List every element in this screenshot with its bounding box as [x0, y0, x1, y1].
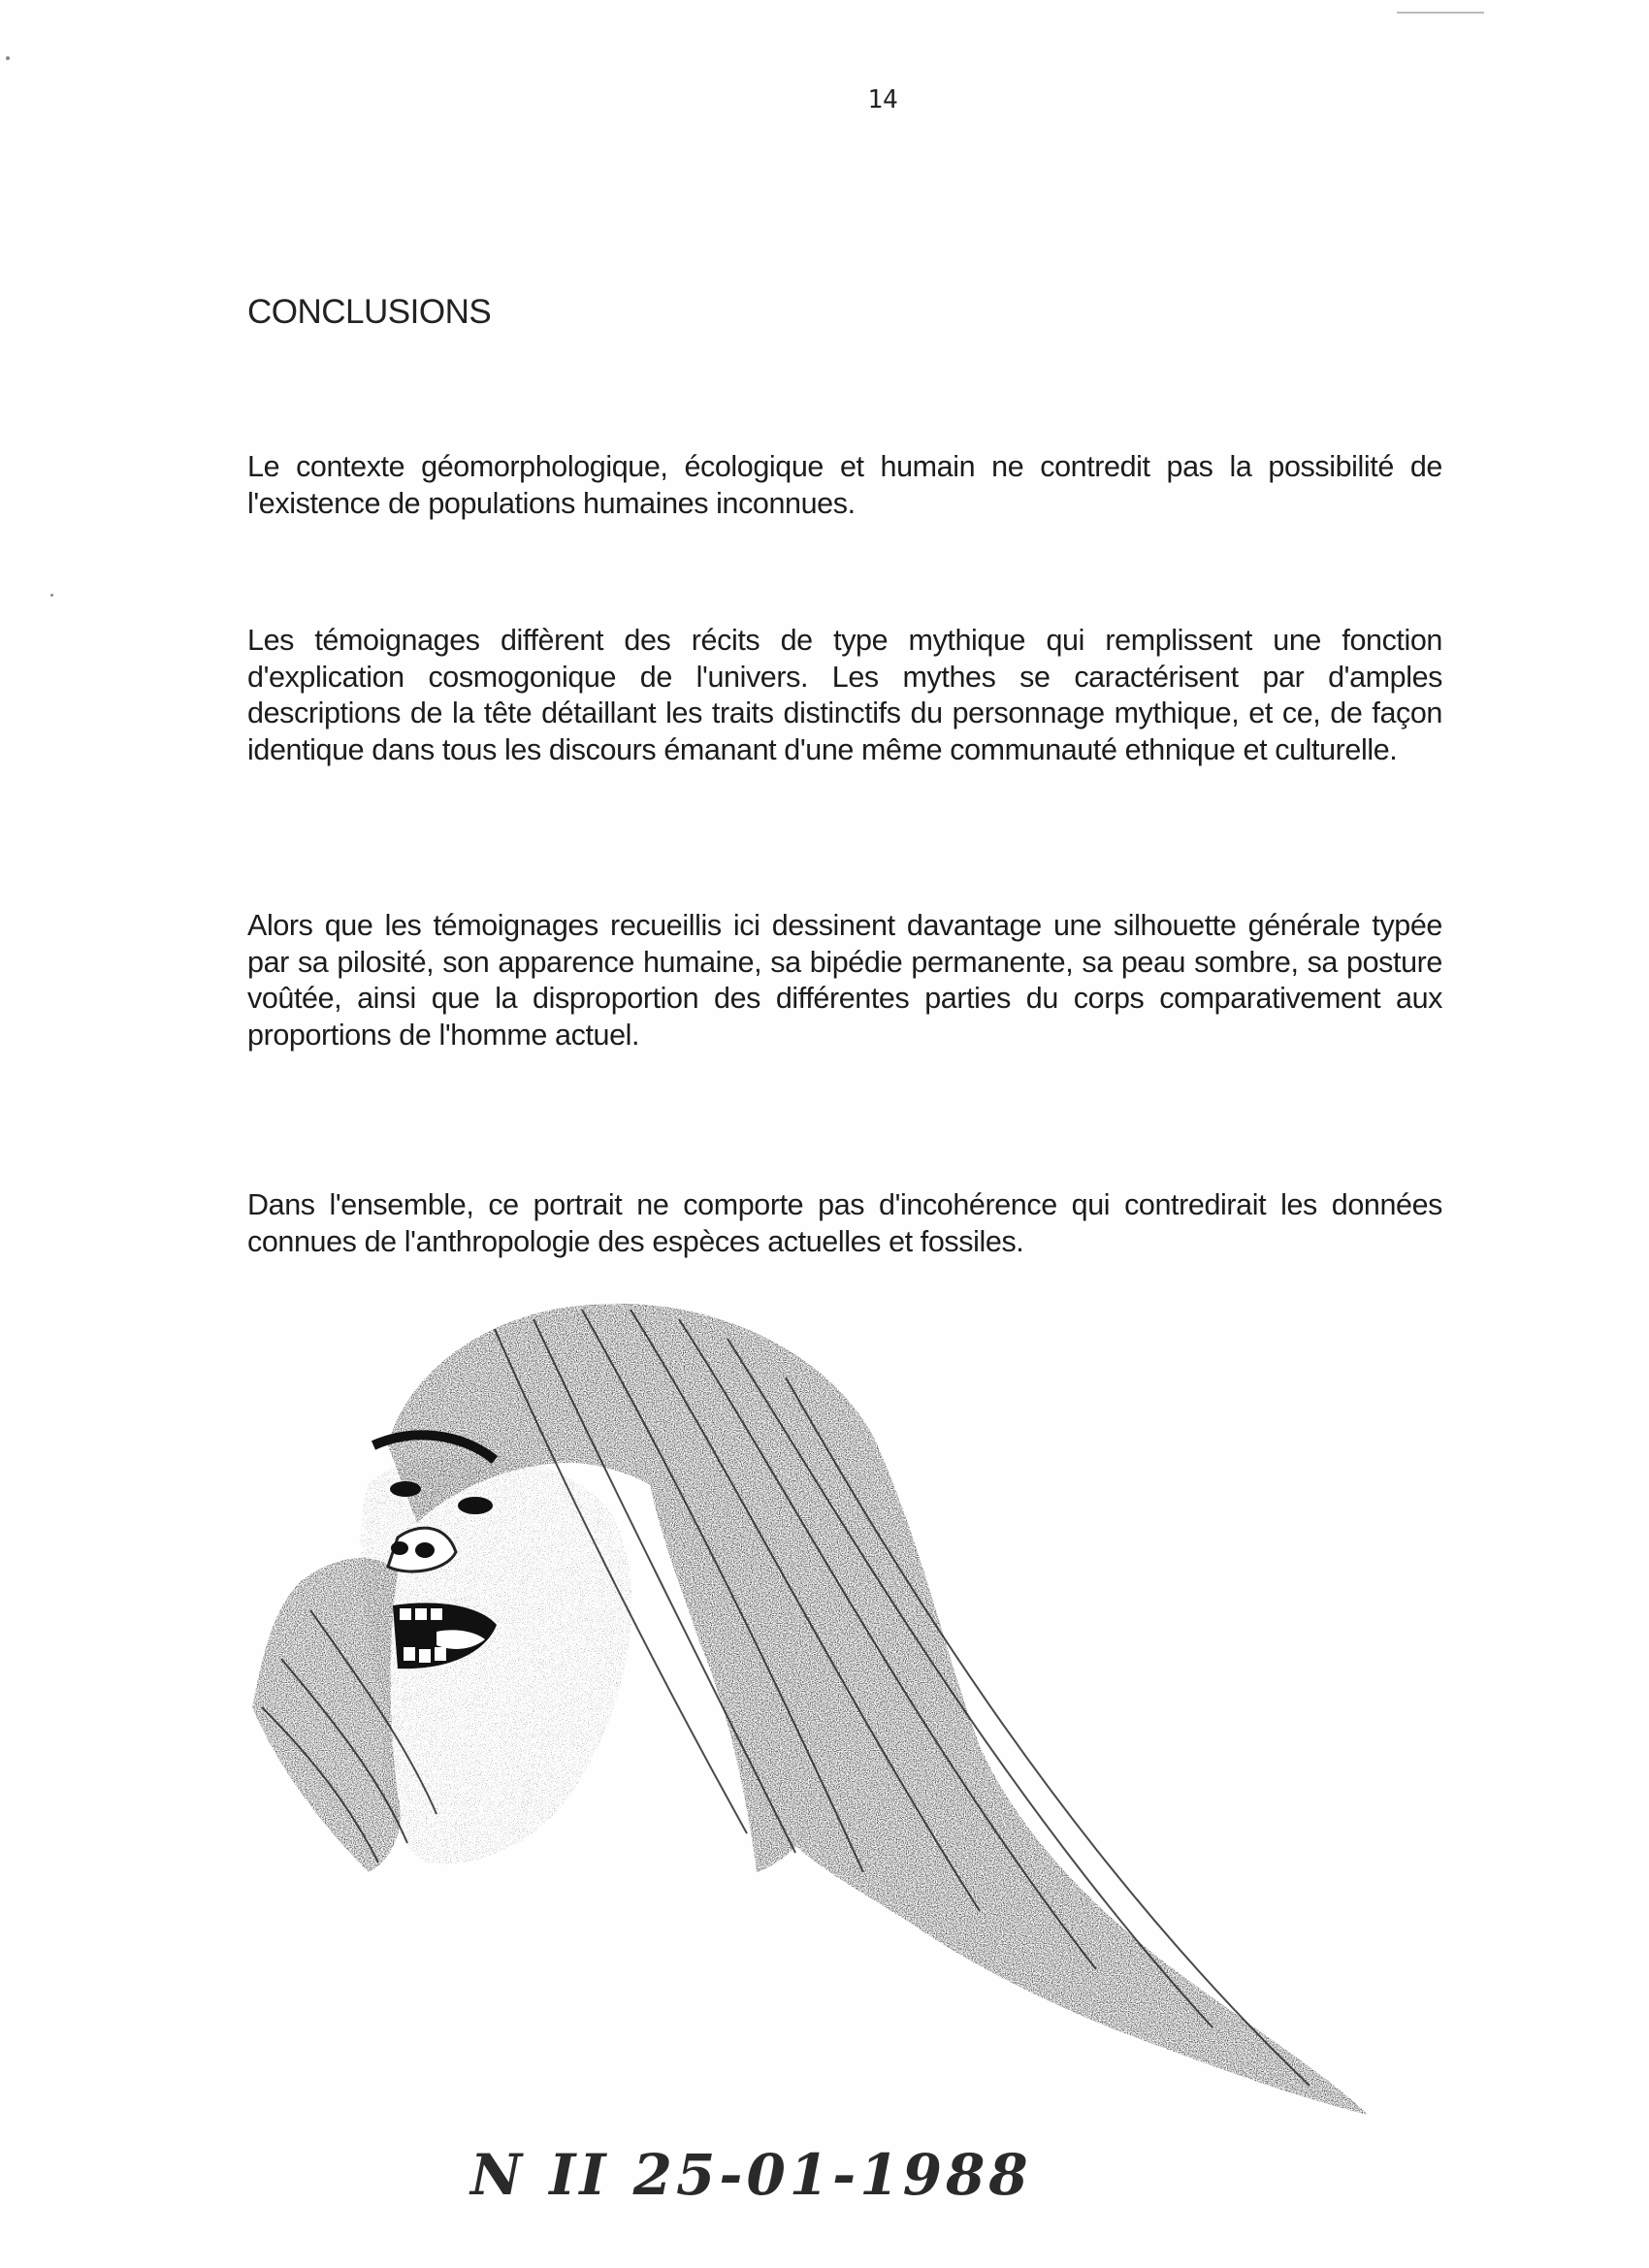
hominid-head-illustration [242, 1290, 1455, 2144]
paragraph-2: Les témoignages diffèrent des récits de type mythique qui remplissent une fonction d'explication cosmogonique de l'univers. Les mythes se caractérisent par d'amples descriptions de la tête détaillant les traits distinctifs du personnage mythique, et ce, de façon identique dans tous les discours émanant d'une même communauté ethnique et culturelle. [247, 624, 1442, 766]
paragraph-4: Dans l'ensemble, ce portrait ne comporte pas d'incohérence qui contredirait les données connues de l'anthropologie des espèces actuelles et fossiles. [247, 1188, 1442, 1258]
paragraph-3: Alors que les témoignages recueillis ici dessinent davantage une silhouette générale typée par sa pilosité, son apparence humaine, sa bipédie permanente, sa peau sombre, sa posture voûtée, ainsi que la disproportion des différentes parties du corps comparativement aux proportions de l'homme actuel. [247, 909, 1442, 1052]
scan-edge-mark [1397, 12, 1484, 14]
hominid-drawing-icon [242, 1290, 1455, 2144]
page-number: 14 [867, 85, 898, 114]
scan-speck [6, 56, 10, 60]
scan-speck [50, 594, 53, 597]
section-heading: CONCLUSIONS [247, 293, 492, 331]
paragraph-1: Le contexte géomorphologique, écologique et humain ne contredit pas la possibilité de l'existence de populations humaines inconnues. [247, 450, 1442, 520]
handwritten-signature-date: N II 25-01-1988 [470, 2142, 1032, 2208]
